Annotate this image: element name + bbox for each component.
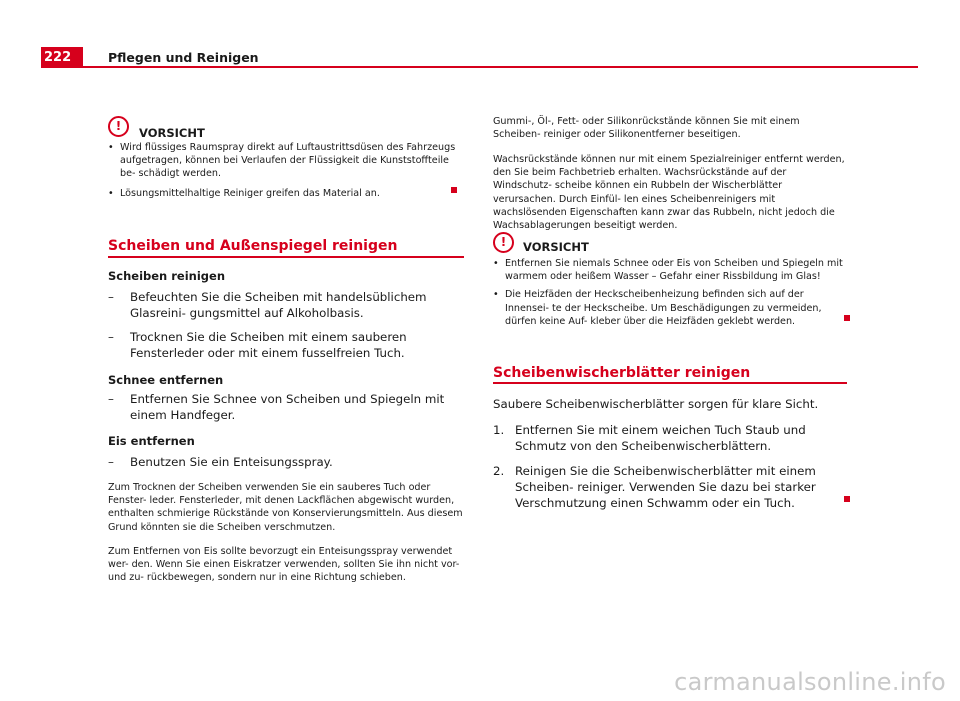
step-number: 2. [493, 464, 505, 478]
dash-icon: – [108, 455, 114, 469]
subheading: Schnee entfernen [108, 373, 224, 387]
caution-title: VORSICHT [139, 126, 205, 140]
section-rule [108, 256, 464, 258]
paragraph: Wachsrückstände können nur mit einem Spezialreiniger entfernt werden, den Sie beim Fachbetrieb erhalten. Wachsrückstände auf der Windschutz- scheibe können ein Rubbeln der Wischerblätter verursachen. Durch Einfül- len eines Scheibenreinigers mit wachslösenden Eigenschaften kann zwar das Rubbeln, nicht jedoch die Wachsablagerungen beseitigt werden. [493, 154, 845, 232]
section-rule [493, 382, 847, 384]
page-title: Pflegen und Reinigen [108, 50, 259, 65]
section-title: Scheiben und Außenspiegel reinigen [108, 238, 398, 254]
section-title: Scheibenwischerblätter reinigen [493, 365, 751, 381]
caution-title: VORSICHT [523, 240, 589, 254]
subheading: Eis entfernen [108, 434, 195, 448]
steps-list [108, 454, 460, 470]
dash-icon: – [108, 392, 114, 406]
note-paragraph: Zum Trocknen der Scheiben verwenden Sie ein sauberes Tuch oder Fenster- leder. Fensterleder, mit denen Lackflächen abgewischt wurden, enthalten schmierige Rückstände von Konservierungsmitteln. Aus diesem Grund könnten sie die Scheiben verschmutzen. [108, 482, 463, 533]
list-item: – Trocknen Sie die Scheiben mit einem sauberen Fensterleder oder mit einem fusselfreien Tuch. [108, 330, 407, 360]
caution-item: • Wird flüssiges Raumspray direkt auf Luftaustrittsdüsen des Fahrzeugs aufgetragen, können bei Verlaufen der Flüssigkeit die Kunststoffteile be- schädigt werden. [108, 141, 458, 181]
watermark: carmanualsonline.info [674, 668, 946, 696]
end-mark [844, 315, 850, 321]
paragraph: Gummi-, Öl-, Fett- oder Silikonrückstände können Sie mit einem Scheiben- reiniger oder Silikonentferner beseitigen. [493, 116, 800, 141]
caution-list [108, 141, 458, 200]
caution-list [493, 257, 849, 328]
caution-item: • Die Heizfäden der Heckscheibenheizung befinden sich auf der Innensei- te der Heckscheibe. Um Beschädigungen zu vermeiden, dürfen keine Auf- kleber über die Heizfäden geklebt werden. [493, 288, 849, 328]
header-rule [83, 66, 918, 68]
numbered-list [493, 422, 847, 511]
warning-icon: ! [108, 116, 129, 137]
caution-item: • Entfernen Sie niemals Schnee oder Eis von Scheiben und Spiegeln mit warmem oder heißem Wasser – Gefahr einer Rissbildung im Glas! [493, 257, 849, 283]
list-item: – Befeuchten Sie die Scheiben mit handelsüblichem Glasreini- gungsmittel auf Alkoholbasis. [108, 290, 427, 320]
intro-paragraph: Saubere Scheibenwischerblätter sorgen für klare Sicht. [493, 397, 819, 411]
caution-item: • Lösungsmittelhaltige Reiniger greifen das Material an. [108, 187, 458, 200]
dash-icon: – [108, 330, 114, 344]
subheading: Scheiben reinigen [108, 269, 226, 283]
list-item: – Entfernen Sie Schnee von Scheiben und Spiegeln mit einem Handfeger. [108, 392, 445, 422]
step-number: 1. [493, 423, 505, 437]
list-item: – Benutzen Sie ein Enteisungsspray. [108, 455, 333, 469]
dash-icon: – [108, 290, 114, 304]
steps-list [108, 391, 460, 423]
steps-list [108, 289, 460, 361]
page-number: 222 [41, 47, 83, 68]
end-mark [844, 496, 850, 502]
list-item: 1. Entfernen Sie mit einem weichen Tuch Staub und Schmutz von den Scheibenwischerblättern. [493, 423, 806, 453]
end-mark [451, 187, 457, 193]
warning-icon: ! [493, 232, 514, 253]
note-paragraph: Zum Entfernen von Eis sollte bevorzugt ein Enteisungsspray verwendet wer- den. Wenn Sie einen Eiskratzer verwenden, sollten Sie ihn nicht vor- und zu- rückbewegen, sondern nur in eine Richtung schieben. [108, 546, 460, 584]
list-item: 2. Reinigen Sie die Scheibenwischerblätter mit einem Scheiben- reiniger. Verwenden Sie dazu bei starker Verschmutzung einen Schwamm oder ein Tuch. [493, 464, 816, 510]
